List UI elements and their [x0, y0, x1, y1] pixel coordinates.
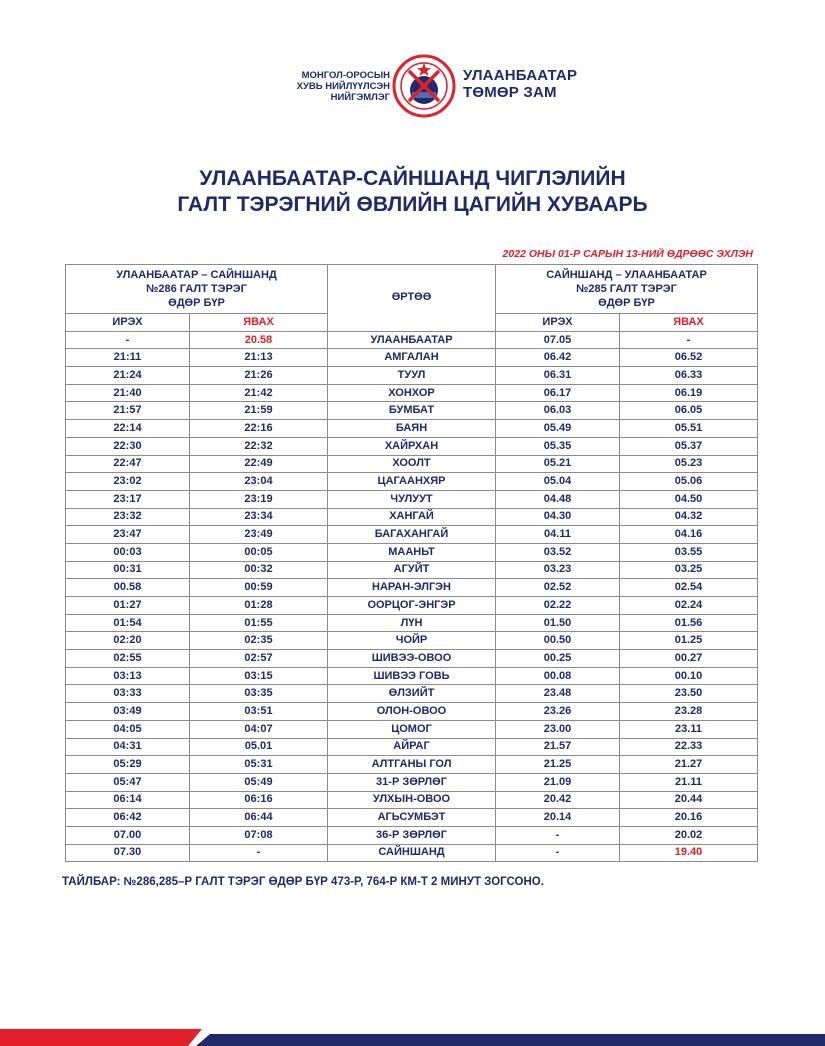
station-name: УЛХЫН-ОВОО — [328, 791, 496, 809]
arrive-ub-direction: 00:31 — [66, 561, 190, 579]
right-header-line2: №285 ГАЛТ ТЭРЭГ — [576, 283, 677, 295]
depart-sainshand-direction: 06.33 — [620, 367, 758, 385]
table-row — [66, 685, 758, 703]
arrive-sainshand-direction: 05.35 — [496, 437, 620, 455]
depart-ub-direction: 21:42 — [190, 384, 328, 402]
station-name: ХАЙРХАН — [328, 437, 496, 455]
station-name: ХООЛТ — [328, 455, 496, 473]
table-row — [66, 367, 758, 385]
station-name: ЧУЛУУТ — [328, 490, 496, 508]
footnote: ТАЙЛБАР: №286,285–Р ГАЛТ ТЭРЭГ ӨДӨР БҮР 473-Р, 764-Р КМ-Т 2 МИНУТ ЗОГСОНО. — [62, 876, 544, 888]
table-row — [66, 349, 758, 367]
table-row — [66, 473, 758, 491]
station-name: БАГАХАНГАЙ — [328, 526, 496, 544]
depart-sainshand-direction: 06.52 — [620, 349, 758, 367]
arrive-sainshand-direction: 03.52 — [496, 543, 620, 561]
depart-ub-direction: 23:34 — [190, 508, 328, 526]
depart-ub-direction: 22:49 — [190, 455, 328, 473]
station-name: АЛТГАНЫ ГОЛ — [328, 756, 496, 774]
arrive-sainshand-direction: 07.05 — [496, 331, 620, 349]
depart-sainshand-direction: 04.32 — [620, 508, 758, 526]
schedule-table — [65, 264, 758, 862]
table-row — [66, 579, 758, 597]
arrive-ub-direction: 22:14 — [66, 420, 190, 438]
depart-sainshand-direction: 21.27 — [620, 756, 758, 774]
station-name: ОЛОН-ОВОО — [328, 703, 496, 721]
ubtz-emblem-icon — [392, 54, 456, 118]
table-row — [66, 632, 758, 650]
station-name: САЙНШАНД — [328, 844, 496, 862]
station-name: 36-Р ЗӨРЛӨГ — [328, 826, 496, 844]
station-name: АЙРАГ — [328, 738, 496, 756]
arrive-ub-direction: 07.30 — [66, 844, 190, 862]
table-row — [66, 331, 758, 349]
table-row — [66, 402, 758, 420]
arrive-ub-direction: 03:49 — [66, 703, 190, 721]
depart-ub-direction: 05:49 — [190, 773, 328, 791]
arrive-ub-direction: 23:02 — [66, 473, 190, 491]
right-header-line1: САЙНШАНД – УЛААНБААТАР — [546, 269, 707, 281]
depart-ub-direction: 23:04 — [190, 473, 328, 491]
depart-sainshand-direction: 04.50 — [620, 490, 758, 508]
table-row — [66, 597, 758, 615]
arrive-sainshand-direction: 04.30 — [496, 508, 620, 526]
arrive-ub-direction: 23:17 — [66, 490, 190, 508]
station-name: ШИВЭЭ-ОВОО — [328, 650, 496, 668]
depart-sainshand-direction: 03.55 — [620, 543, 758, 561]
depart-sainshand-direction: 22.33 — [620, 738, 758, 756]
arrive-sainshand-direction: 04.11 — [496, 526, 620, 544]
arrive-sainshand-direction: 21.57 — [496, 738, 620, 756]
page-title — [0, 166, 825, 218]
org-name-right — [463, 67, 577, 101]
station-name: УЛААНБААТАР — [328, 331, 496, 349]
depart-ub-direction: 07:08 — [190, 826, 328, 844]
table-row — [66, 667, 758, 685]
arrive-sainshand-direction: 05.49 — [496, 420, 620, 438]
table-row — [66, 384, 758, 402]
depart-ub-direction: 06:16 — [190, 791, 328, 809]
arrive-sainshand-direction: 00.50 — [496, 632, 620, 650]
arrive-ub-direction: 02:55 — [66, 650, 190, 668]
arrive-ub-direction: 22:30 — [66, 437, 190, 455]
depart-sainshand-direction: 23.50 — [620, 685, 758, 703]
depart-ub-direction: 21:26 — [190, 367, 328, 385]
station-name: ХАНГАЙ — [328, 508, 496, 526]
table-row — [66, 826, 758, 844]
header-sainshand-to-ub — [496, 265, 758, 314]
depart-ub-direction: 01:28 — [190, 597, 328, 615]
depart-ub-direction: 01:55 — [190, 614, 328, 632]
arrive-sainshand-direction: 01.50 — [496, 614, 620, 632]
table-row — [66, 720, 758, 738]
table-row — [66, 455, 758, 473]
station-name: 31-Р ЗӨРЛӨГ — [328, 773, 496, 791]
arrive-sainshand-direction: 23.48 — [496, 685, 620, 703]
left-header-line3: ӨДӨР БҮР — [168, 297, 225, 309]
arrive-ub-direction: 06:42 — [66, 809, 190, 827]
depart-ub-direction: 00:32 — [190, 561, 328, 579]
depart-sainshand-direction: 06.19 — [620, 384, 758, 402]
table-row — [66, 773, 758, 791]
arrive-ub-direction: 05:47 — [66, 773, 190, 791]
arrive-sainshand-direction: 21.09 — [496, 773, 620, 791]
depart-ub-direction: 00:59 — [190, 579, 328, 597]
arrive-sainshand-direction: 00.08 — [496, 667, 620, 685]
left-header-line1: УЛААНБААТАР – САЙНШАНД — [116, 269, 277, 281]
depart-sainshand-direction: 04.16 — [620, 526, 758, 544]
org-right-line2: ТӨМӨР ЗАМ — [463, 84, 557, 101]
header-ub-to-sainshand — [66, 265, 328, 314]
depart-ub-direction: 20.58 — [190, 331, 328, 349]
depart-sainshand-direction: 06.05 — [620, 402, 758, 420]
station-name: БАЯН — [328, 420, 496, 438]
depart-sainshand-direction: 00.27 — [620, 650, 758, 668]
arrive-sainshand-direction: 02.22 — [496, 597, 620, 615]
depart-sainshand-direction: 05.37 — [620, 437, 758, 455]
arrive-sainshand-direction: 06.31 — [496, 367, 620, 385]
depart-sainshand-direction: 23.28 — [620, 703, 758, 721]
left-header-line2: №286 ГАЛТ ТЭРЭГ — [146, 283, 247, 295]
org-left-line1: МОНГОЛ-ОРОСЫН — [301, 70, 390, 81]
depart-sainshand-direction: 05.06 — [620, 473, 758, 491]
station-name: ТУУЛ — [328, 367, 496, 385]
arrive-header-left: ИРЭХ — [66, 314, 190, 332]
arrive-sainshand-direction: 06.17 — [496, 384, 620, 402]
depart-sainshand-direction: - — [620, 331, 758, 349]
station-name: МААНЬТ — [328, 543, 496, 561]
arrive-ub-direction: 06:14 — [66, 791, 190, 809]
station-name: БУМБАТ — [328, 402, 496, 420]
station-name: ЦОМОГ — [328, 720, 496, 738]
footer-stripe — [0, 1021, 825, 1046]
arrive-ub-direction: 22:47 — [66, 455, 190, 473]
depart-ub-direction: 06:44 — [190, 809, 328, 827]
depart-sainshand-direction: 23.11 — [620, 720, 758, 738]
arrive-ub-direction: 23:47 — [66, 526, 190, 544]
arrive-sainshand-direction: 20.42 — [496, 791, 620, 809]
schedule-body — [66, 331, 758, 862]
arrive-sainshand-direction: 23.00 — [496, 720, 620, 738]
table-row — [66, 809, 758, 827]
table-row — [66, 508, 758, 526]
depart-sainshand-direction: 03.25 — [620, 561, 758, 579]
title-line2: ГАЛТ ТЭРЭГНИЙ ӨВЛИЙН ЦАГИЙН ХУВААРЬ — [177, 193, 648, 216]
station-name: АМГАЛАН — [328, 349, 496, 367]
arrive-ub-direction: 21:57 — [66, 402, 190, 420]
arrive-ub-direction: 21:11 — [66, 349, 190, 367]
arrive-ub-direction: - — [66, 331, 190, 349]
station-name: ООРЦОГ-ЭНГЭР — [328, 597, 496, 615]
org-name-left — [262, 70, 390, 103]
depart-ub-direction: 04:07 — [190, 720, 328, 738]
depart-ub-direction: 05.01 — [190, 738, 328, 756]
depart-ub-direction: - — [190, 844, 328, 862]
table-row — [66, 844, 758, 862]
arrive-sainshand-direction: - — [496, 844, 620, 862]
table-row — [66, 614, 758, 632]
depart-sainshand-direction: 21.11 — [620, 773, 758, 791]
arrive-ub-direction: 00.58 — [66, 579, 190, 597]
depart-ub-direction: 02:35 — [190, 632, 328, 650]
depart-ub-direction: 22:16 — [190, 420, 328, 438]
arrive-sainshand-direction: - — [496, 826, 620, 844]
depart-sainshand-direction: 20.02 — [620, 826, 758, 844]
station-name: ӨЛЗИЙТ — [328, 685, 496, 703]
station-name: ЦАГААНХЯР — [328, 473, 496, 491]
depart-ub-direction: 21:13 — [190, 349, 328, 367]
depart-sainshand-direction: 01.25 — [620, 632, 758, 650]
arrive-ub-direction: 07.00 — [66, 826, 190, 844]
table-row — [66, 420, 758, 438]
arrive-sainshand-direction: 05.04 — [496, 473, 620, 491]
depart-ub-direction: 23:19 — [190, 490, 328, 508]
depart-ub-direction: 02:57 — [190, 650, 328, 668]
depart-sainshand-direction: 05.23 — [620, 455, 758, 473]
station-name: НАРАН-ЭЛГЭН — [328, 579, 496, 597]
depart-ub-direction: 03:35 — [190, 685, 328, 703]
depart-ub-direction: 05:31 — [190, 756, 328, 774]
title-line1: УЛААНБААТАР-САЙНШАНД ЧИГЛЭЛИЙН — [199, 167, 626, 190]
arrive-sainshand-direction: 03.23 — [496, 561, 620, 579]
station-name: ШИВЭЭ ГОВЬ — [328, 667, 496, 685]
station-name: АГУЙТ — [328, 561, 496, 579]
org-left-line3: НИЙГЭМЛЭГ — [330, 92, 390, 103]
depart-sainshand-direction: 01.56 — [620, 614, 758, 632]
station-name: ЧОЙР — [328, 632, 496, 650]
arrive-ub-direction: 23:32 — [66, 508, 190, 526]
arrive-sainshand-direction: 20.14 — [496, 809, 620, 827]
depart-ub-direction: 00:05 — [190, 543, 328, 561]
arrive-ub-direction: 21:40 — [66, 384, 190, 402]
arrive-ub-direction: 02:20 — [66, 632, 190, 650]
table-row — [66, 543, 758, 561]
depart-ub-direction: 23:49 — [190, 526, 328, 544]
depart-ub-direction: 21:59 — [190, 402, 328, 420]
table-row — [66, 738, 758, 756]
arrive-ub-direction: 03:13 — [66, 667, 190, 685]
page-header — [0, 52, 825, 122]
arrive-sainshand-direction: 06.03 — [496, 402, 620, 420]
org-right-line1: УЛААНБААТАР — [463, 67, 578, 84]
arrive-ub-direction: 01:27 — [66, 597, 190, 615]
right-header-line3: ӨДӨР БҮР — [598, 297, 655, 309]
org-left-line2: ХУВЬ НИЙЛҮҮЛСЭН — [296, 81, 390, 92]
depart-ub-direction: 03:15 — [190, 667, 328, 685]
table-row — [66, 791, 758, 809]
table-row — [66, 526, 758, 544]
table-row — [66, 756, 758, 774]
arrive-sainshand-direction: 00.25 — [496, 650, 620, 668]
table-row — [66, 437, 758, 455]
depart-sainshand-direction: 00.10 — [620, 667, 758, 685]
arrive-sainshand-direction: 21.25 — [496, 756, 620, 774]
arrive-sainshand-direction: 06.42 — [496, 349, 620, 367]
table-row — [66, 490, 758, 508]
arrive-sainshand-direction: 23.26 — [496, 703, 620, 721]
station-name: ЛҮН — [328, 614, 496, 632]
arrive-ub-direction: 04:05 — [66, 720, 190, 738]
depart-sainshand-direction: 05.51 — [620, 420, 758, 438]
arrive-ub-direction: 01:54 — [66, 614, 190, 632]
depart-header-left: ЯВАХ — [190, 314, 328, 332]
table-row — [66, 561, 758, 579]
table-row — [66, 703, 758, 721]
station-name: ХОНХОР — [328, 384, 496, 402]
arrive-ub-direction: 04:31 — [66, 738, 190, 756]
depart-sainshand-direction: 02.54 — [620, 579, 758, 597]
station-name: АГЬСУМБЭТ — [328, 809, 496, 827]
effective-date-note: 2022 ОНЫ 01-Р САРЫН 13-НИЙ ӨДРӨӨС ЭХЛЭН — [502, 248, 753, 260]
arrive-sainshand-direction: 05.21 — [496, 455, 620, 473]
arrive-header-right: ИРЭХ — [496, 314, 620, 332]
arrive-ub-direction: 03:33 — [66, 685, 190, 703]
station-header: ӨРТӨӨ — [328, 265, 496, 332]
arrive-ub-direction: 05:29 — [66, 756, 190, 774]
arrive-ub-direction: 21:24 — [66, 367, 190, 385]
depart-ub-direction: 03:51 — [190, 703, 328, 721]
arrive-sainshand-direction: 02.52 — [496, 579, 620, 597]
depart-sainshand-direction: 02.24 — [620, 597, 758, 615]
depart-ub-direction: 22:32 — [190, 437, 328, 455]
table-row — [66, 650, 758, 668]
arrive-ub-direction: 00:03 — [66, 543, 190, 561]
depart-sainshand-direction: 19.40 — [620, 844, 758, 862]
depart-header-right: ЯВАХ — [620, 314, 758, 332]
arrive-sainshand-direction: 04.48 — [496, 490, 620, 508]
depart-sainshand-direction: 20.16 — [620, 809, 758, 827]
depart-sainshand-direction: 20.44 — [620, 791, 758, 809]
